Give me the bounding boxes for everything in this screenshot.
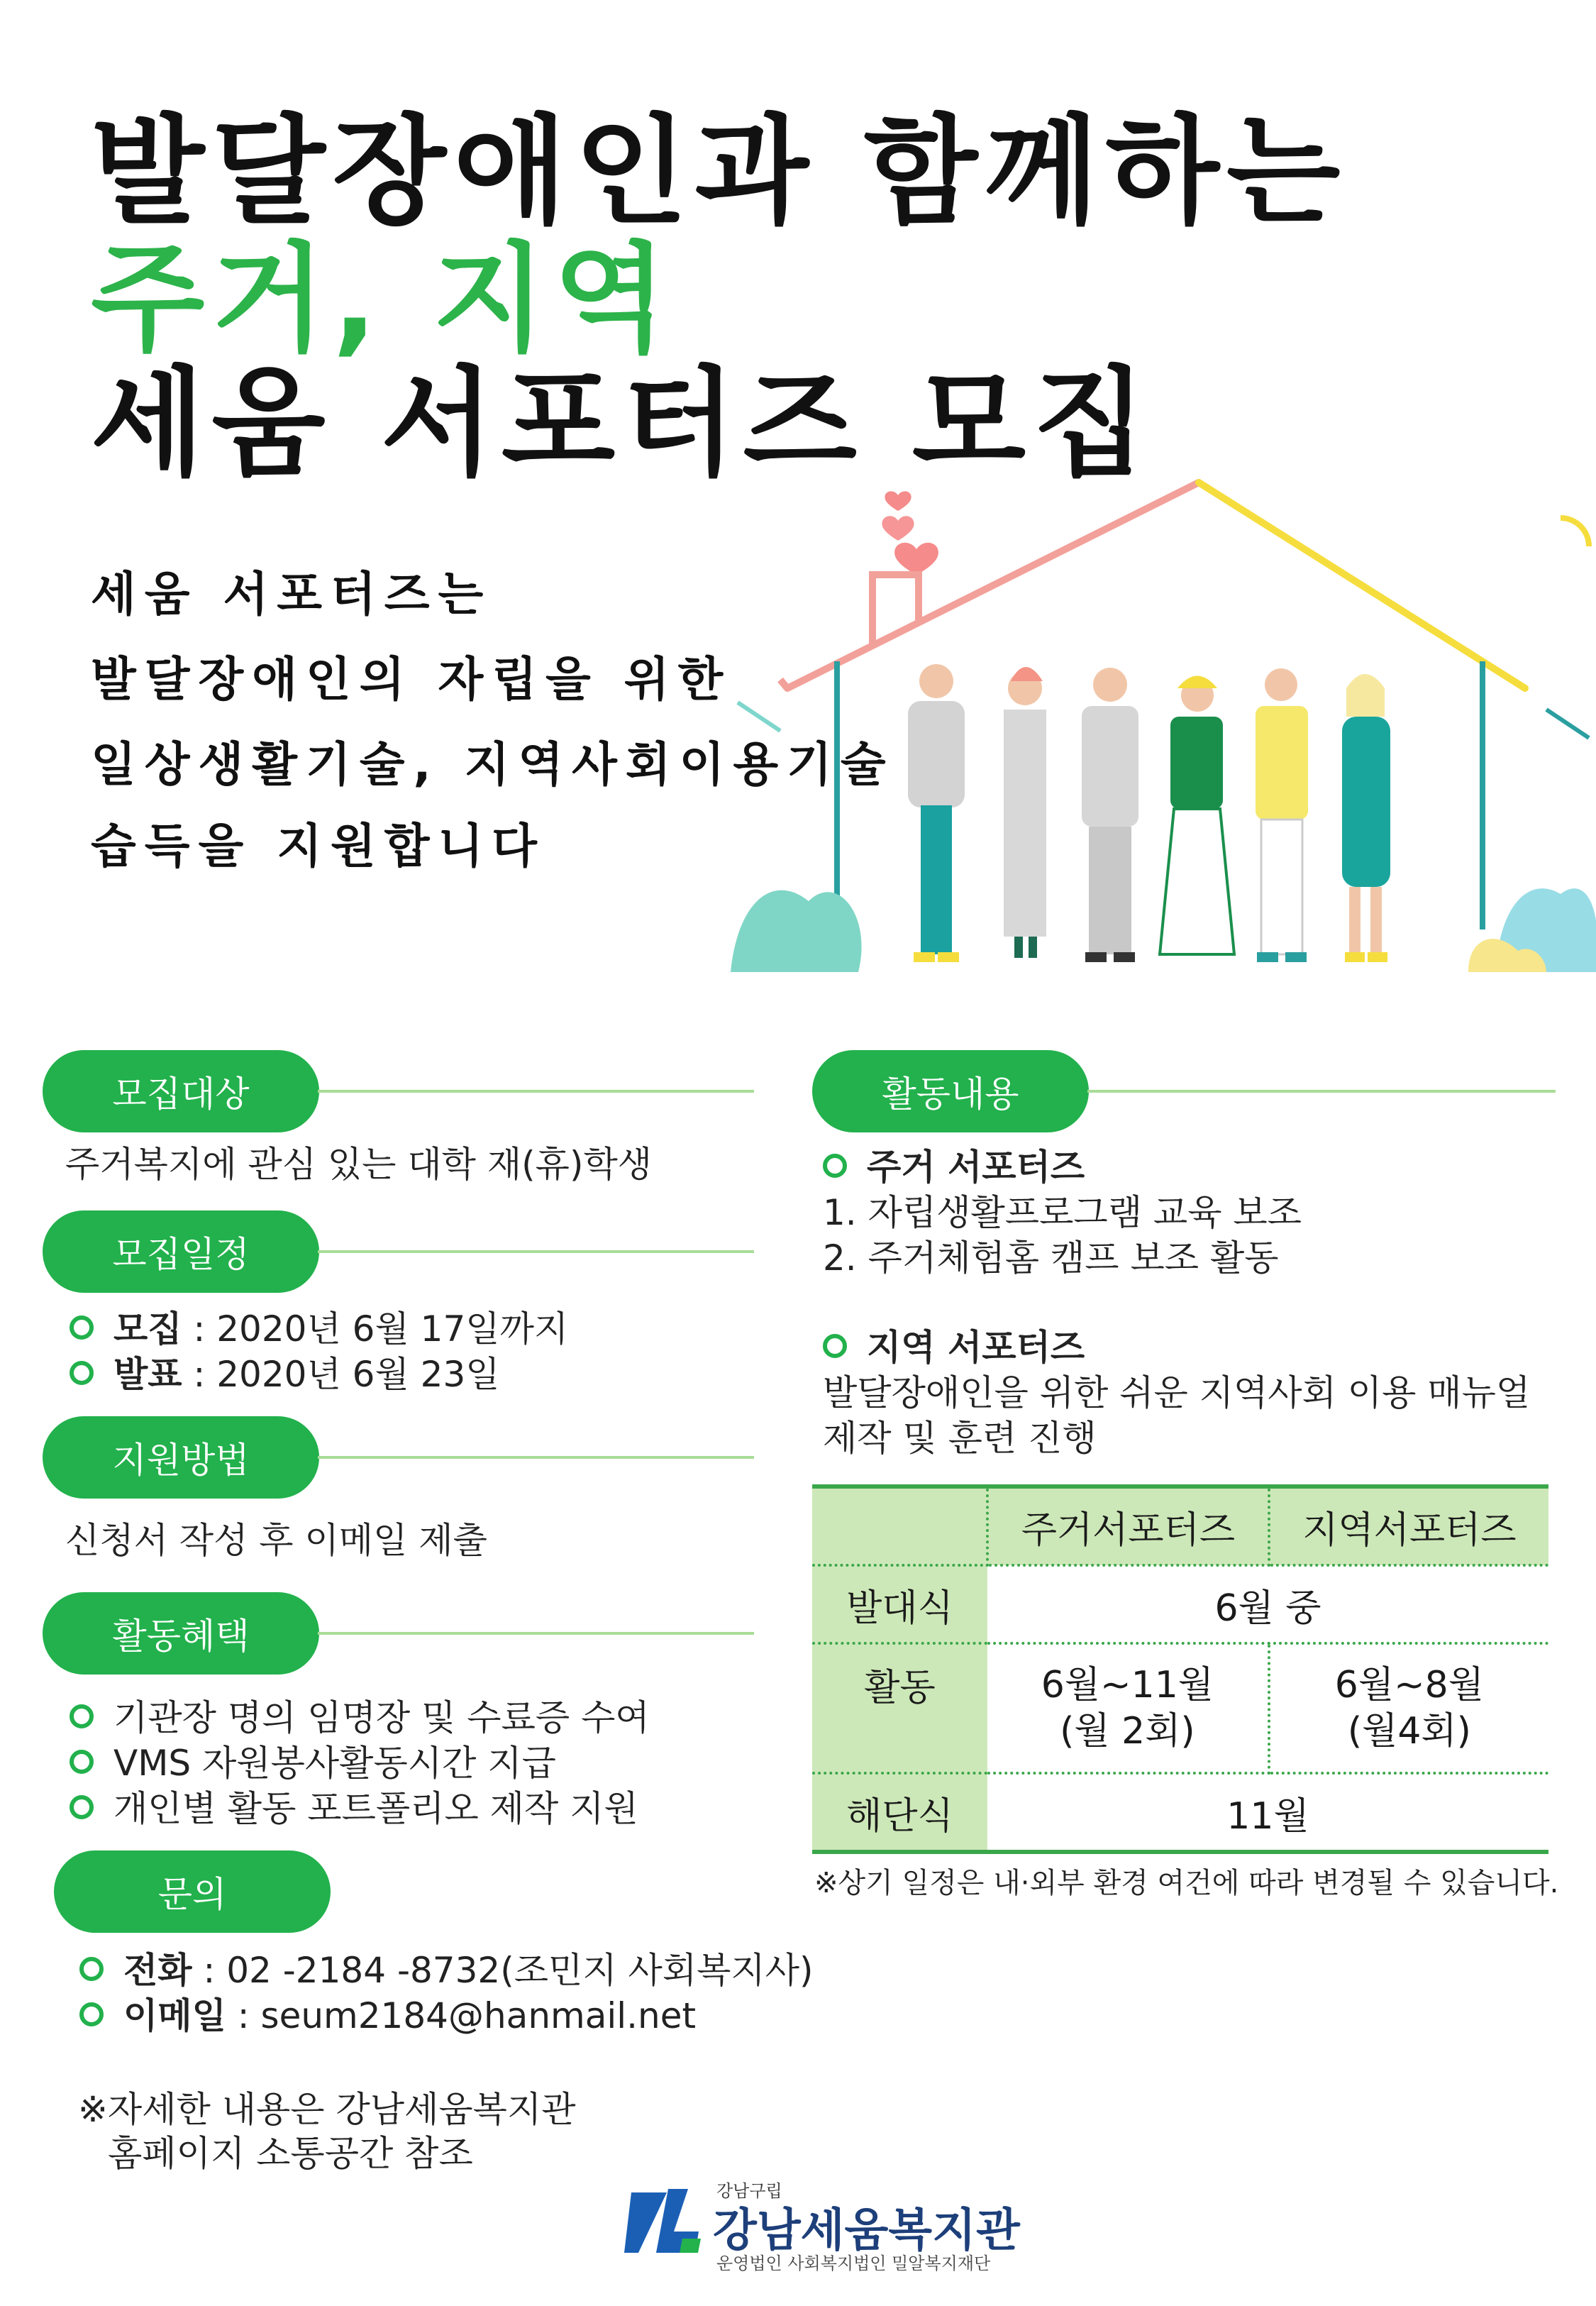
table-cell <box>1269 1643 1548 1773</box>
table-row <box>812 1565 1548 1643</box>
table-cell-line: 6월~8월 <box>1334 1663 1484 1706</box>
pill-target-label: 모집대상 <box>112 1074 250 1115</box>
bullet-icon <box>70 1361 94 1385</box>
table-cell-line: 6월~11월 <box>1041 1663 1214 1706</box>
intro-line-2: 발달장애인의 자립을 위한 <box>91 652 732 707</box>
benefit-item-3-text: 개인별 활동 포트폴리오 제작 지원 <box>113 1788 638 1829</box>
schedule-item-2-value: : 2020년 6월 23일 <box>182 1354 500 1395</box>
schedule-item-2 <box>70 1354 500 1395</box>
apply-text: 신청서 작성 후 이메일 제출 <box>65 1520 487 1561</box>
bullet-icon <box>79 1957 104 1981</box>
title-line-3: 세움 서포터즈 모집 <box>91 355 1154 492</box>
pill-schedule <box>43 1210 319 1293</box>
pill-benefits-label: 활동혜택 <box>112 1616 250 1657</box>
table-corner <box>812 1486 987 1565</box>
contact-email-value[interactable]: : seum2184@hanmail.net <box>226 1995 697 2036</box>
intro-line-1: 세움 서포터즈는 <box>91 567 492 622</box>
bullet-icon <box>70 1704 94 1728</box>
table-cell-line: (월 2회) <box>1060 1709 1195 1753</box>
table-header-row <box>812 1486 1548 1565</box>
table-cell: 11월 <box>987 1773 1548 1852</box>
footer-note-line-1: ※자세한 내용은 강남세움복지관 <box>78 2089 576 2130</box>
pill-activity <box>812 1050 1089 1132</box>
table-col-housing: 주거서포터즈 <box>987 1486 1269 1565</box>
benefit-item-1-text: 기관장 명의 임명장 및 수료증 수여 <box>113 1697 650 1738</box>
pill-schedule-line <box>318 1250 754 1253</box>
housing-item-1: 1. 자립생활프로그램 교육 보조 <box>823 1192 1302 1233</box>
pill-apply-label: 지원방법 <box>112 1440 250 1481</box>
logo-name: 강남세움복지관 <box>713 2205 1020 2257</box>
intro-line-4: 습득을 지원합니다 <box>91 819 546 873</box>
schedule-item-1-value: : 2020년 6월 17일까지 <box>182 1308 569 1350</box>
benefit-item-1 <box>70 1697 650 1738</box>
housing-title-text: 주거 서포터즈 <box>867 1147 1085 1188</box>
benefit-item-3 <box>70 1788 638 1829</box>
title-line-2: 주거, 지역 <box>91 231 675 368</box>
intro-line-3: 일상생활기술, 지역사회이용기술 <box>91 737 894 792</box>
schedule-item-1-key: 모집 <box>113 1308 182 1350</box>
schedule-item-1 <box>70 1308 569 1350</box>
contact-phone <box>79 1950 814 1991</box>
logo-mark-icon <box>624 2182 702 2260</box>
table-row-label: 해단식 <box>812 1773 987 1852</box>
table-note: ※상기 일정은 내·외부 환경 여건에 따라 변경될 수 있습니다. <box>814 1867 1559 1899</box>
contact-email-key: 이메일 <box>123 1995 226 2036</box>
pill-target-line <box>318 1090 754 1093</box>
bullet-icon <box>70 1750 94 1774</box>
pill-apply <box>43 1416 319 1499</box>
logo-small-text: 강남구립 <box>716 2181 782 2201</box>
logo-sub-text: 운영법인 사회복지법인 밀알복지재단 <box>716 2253 991 2273</box>
target-text: 주거복지에 관심 있는 대학 재(휴)학생 <box>65 1144 653 1185</box>
table-col-local: 지역서포터즈 <box>1269 1486 1548 1565</box>
local-line-1: 발달장애인을 위한 쉬운 지역사회 이용 매뉴얼 <box>823 1372 1531 1413</box>
pill-benefits <box>43 1592 319 1675</box>
bullet-icon <box>823 1154 847 1178</box>
house-people-illustration <box>731 475 1596 986</box>
bullet-icon <box>70 1315 94 1340</box>
table-row <box>812 1643 1548 1773</box>
bullet-icon <box>823 1334 847 1358</box>
table-cell: 6월 중 <box>987 1565 1548 1643</box>
local-title-text: 지역 서포터즈 <box>867 1327 1085 1368</box>
pill-benefits-line <box>318 1632 754 1635</box>
table-row <box>812 1773 1548 1852</box>
table-row-label: 활동 <box>812 1643 987 1773</box>
pill-contact-label: 문의 <box>157 1874 227 1915</box>
bullet-icon <box>79 2002 104 2026</box>
pill-contact <box>54 1850 331 1933</box>
footer-note-line-2: 홈페이지 소통공간 참조 <box>108 2133 473 2174</box>
contact-email[interactable] <box>79 1995 697 2036</box>
bullet-icon <box>70 1795 94 1819</box>
table-row-label: 발대식 <box>812 1565 987 1643</box>
pill-schedule-label: 모집일정 <box>112 1234 250 1275</box>
schedule-item-2-key: 발표 <box>113 1354 182 1395</box>
local-title <box>823 1327 1085 1368</box>
pill-activity-line <box>1087 1090 1556 1093</box>
pill-activity-label: 활동내용 <box>882 1074 1019 1115</box>
table-cell <box>987 1643 1269 1773</box>
title-line-1: 발달장애인과 함께하는 <box>91 104 1348 241</box>
schedule-table <box>812 1484 1548 1854</box>
local-line-2: 제작 및 훈련 진행 <box>823 1418 1097 1459</box>
benefit-item-2-text: VMS 자원봉사활동시간 지급 <box>113 1743 556 1784</box>
pill-target <box>43 1050 319 1132</box>
contact-phone-key: 전화 <box>123 1950 192 1991</box>
pill-apply-line <box>318 1456 754 1459</box>
table-cell-line: (월4회) <box>1347 1709 1471 1753</box>
benefit-item-2 <box>70 1743 556 1784</box>
housing-item-2: 2. 주거체험홈 캠프 보조 활동 <box>823 1237 1279 1279</box>
housing-title <box>823 1147 1085 1188</box>
contact-phone-value: : 02 -2184 -8732(조민지 사회복지사) <box>192 1950 814 1991</box>
